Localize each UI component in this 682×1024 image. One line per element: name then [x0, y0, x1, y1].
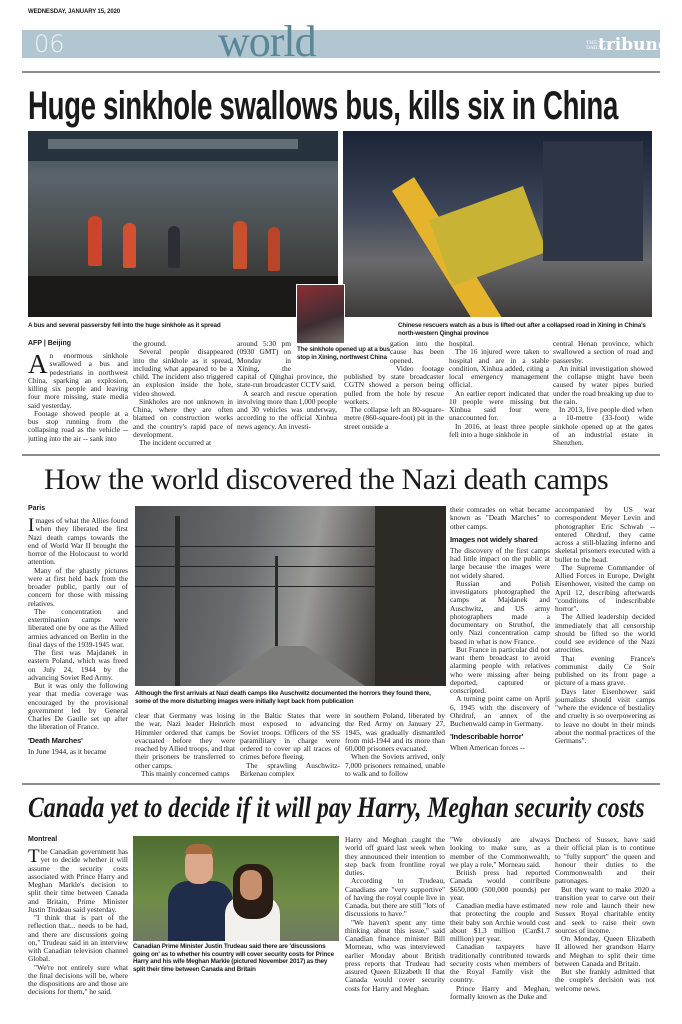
paragraph: in the Baltic States that were most exposed to advancing Soviet troops. Officers of the SS paramilitary in charge were ordered to cover up all traces of crimes before fleeing.: [240, 711, 340, 762]
paragraph: Days later Eisenhower said journalists should visit camps "where the evidence of bestiality and cruelty is so overpowering as to leave no doubt in their minds about the normal practices of the Germans".: [555, 686, 655, 745]
paragraph: An enormous sinkhole swallowed a bus and pedestrians in northwest China, sparking an explosion, killing six people and leaving four more missing, state media said yesterday.: [28, 349, 128, 410]
paragraph: The Canadian government has yet to decide whether it will assume the security costs associated with Prince Harry and Meghan Markle's decision to split their time between Canada and Britain, Prime Minister Justin Trudeau said yesterday.: [28, 846, 128, 914]
paragraph: "We haven't spent any time thinking about this issue," said Canadian finance minister Bill Morneau, who was interviewed earlier Monday about British press reports that Trudeau had assured Queen Elizabeth II that Canada would cover security costs for Harry and Meghan.: [345, 917, 445, 993]
article-column: [240, 712, 340, 778]
article-column: [450, 836, 550, 1001]
paragraph: "I think that is part of the reflection that... needs to be had, and there are discussions going on," Trudeau said in an interview with Canadian television channel Global.: [28, 913, 128, 964]
article-column: [450, 506, 550, 753]
paragraph: In 2016, at least three people fell into a huge sinkhole in: [449, 421, 549, 439]
paragraph: An initial investigation showed the collapse might have been caused by water pipes buried under the road breaking up due to the rain.: [553, 363, 653, 406]
paragraph: their comrades on what became known as "Death Marches" to other camps.: [450, 505, 550, 531]
photo-caption: The sinkhole opened up at a bus stop in Xining, northwest China: [297, 346, 390, 361]
article-column: [345, 712, 445, 778]
paragraph: This mainly concerned camps: [141, 768, 230, 778]
paragraph: An earlier report indicated that 10 people were missing but Xinhua said four were unaccounted for.: [449, 388, 549, 423]
paragraph: That evening France's communist daily Ce Soir published on its front page a picture of a mass grave.: [555, 653, 655, 688]
dateline: AFP | Beijing: [28, 340, 72, 347]
newspaper-logo: [586, 37, 669, 54]
paragraph: Harry and Meghan caught the world off guard last week when they announced their intention to step back from frontline royal duties.: [345, 835, 445, 877]
photo-caption: Canadian Prime Minister Justin Trudeau said there are 'discussions going on' as to whether his country will cover security costs for Prince Harry and his wife Meghan Markle (pictured November 2017) as they split their time between Canada and Britain: [133, 943, 334, 973]
paragraph: Canadian taxpayers have traditionally contributed towards security costs when members of the Royal Family visit the country.: [450, 942, 550, 985]
photo-auschwitz-fence: [135, 506, 446, 686]
article-column: [344, 340, 444, 431]
article-column: [237, 340, 337, 431]
divider: [22, 783, 660, 785]
paragraph: The collapse left an 80-square-metre (860-square-foot) pit in the street outside a: [344, 405, 444, 431]
paragraph: Duchess of Sussex, have said their official plan is to continue to "fully support" the queen and honour their duties to the Commonwealth and their patronages.: [555, 835, 655, 886]
paragraph: When the Soviets arrived, only 7,000 prisoners remained, unable to walk and to follow: [345, 752, 445, 778]
paragraph: In June 1944, as it became: [28, 746, 107, 756]
article-column: [553, 340, 653, 447]
photo-sinkhole-inset: [296, 284, 345, 344]
article-column: [135, 712, 235, 778]
paragraph: Video footage published by state broadcaster CGTN showed a person being pulled from the hole by rescue workers.: [344, 363, 444, 406]
paragraph: Images of what the Allies found when they liberated the first Nazi death camps towards the end of World War II brought the horror of the Holocaust to world attention.: [28, 515, 128, 567]
paragraph: But France in particular did not want them broadcast to avoid alarming people with relatives who were missing after being deported, captured or conscripted.: [450, 644, 550, 695]
paragraph: clear that Germany was losing the war, Nazi leader Heinrich Himmler ordered that camps be evacuated before they were reached by Allied troops, and that their prisoners be transferred to other camps.: [135, 711, 235, 770]
dateline: Montreal: [28, 836, 58, 843]
paragraph: Many of the ghastly pictures were at first held back from the broader public, partly out of concern for those with missing relatives.: [28, 565, 128, 608]
photo-caption: Chinese rescuers watch as a bus is lifted out after a collapsed road in Xining in China's north-western Qinghai province: [398, 322, 646, 337]
issue-date: WEDNESDAY, JANUARY 15, 2020: [28, 9, 121, 15]
paragraph: A search and rescue operation involving more than 1,000 people and 30 vehicles was underway, according to the official Xinhua news agency. An investi-: [237, 388, 337, 431]
paragraph: Prince Harry and Meghan, formally known as the Duke and: [450, 983, 550, 1001]
paragraph: In 2013, five people died when a 10-metre (33-foot) wide sinkhole opened up at the gates of an industrial estate in Shenzhen.: [553, 405, 653, 447]
paragraph: The Supreme Commander of Allied Forces in Europe, Dwight Eisenhower, visited the camp on April 12, describing afterwards "conditions of indescribable horror".: [555, 562, 655, 613]
paragraph: On Monday, Queen Elizabeth II allowed her grandson Harry and Meghan to split their time between Canada and Britain.: [555, 934, 655, 968]
article-column: [449, 340, 549, 439]
paragraph: But she frankly admitted that the couple's decision was not welcome news.: [555, 967, 655, 993]
paragraph: The Allied leadership decided immediately that all censorship should be lifted so the world could see evidence of the Nazi atrocities.: [555, 612, 655, 655]
divider: [22, 71, 660, 73]
paragraph: Russian and Polish investigators photographed the camps at Majdanek and Auschwitz, and US army photographers made a documentary on Struthof, the only Nazi concentration camp based in what is now France.: [450, 578, 550, 646]
photo-harry-meghan: [133, 836, 339, 941]
paragraph: But they want to make 2020 a transition year to carve out their new role and launch their new Sussex Royal charitable entity and seek to raise their own sources of income.: [555, 884, 655, 935]
paragraph: The incident occurred at: [139, 438, 212, 447]
paragraph: The concentration and extermination camps were liberated one by one as the Allied armies advanced on Berlin in the final days of the 1939-1945 war.: [28, 606, 128, 649]
dateline: Paris: [28, 505, 46, 512]
paragraph: The first was Majdanek in eastern Poland, which was freed on July 24, 1944 by the advancing Soviet Red Army.: [28, 648, 128, 682]
paragraph: the ground.: [133, 339, 167, 348]
subheading: 'Indescribable horror': [450, 732, 524, 742]
article-column: [28, 340, 128, 443]
paragraph: The discovery of the first camps had little impact on the public at large because the images were not widely shared.: [450, 545, 550, 580]
article-column: [555, 836, 655, 993]
photo-sinkhole-rescuers: [28, 131, 338, 317]
divider: [22, 454, 660, 456]
headline-canada-security: Canada yet to decide if it will pay Harry, Meghan security costs: [28, 791, 645, 824]
page-number: 06: [34, 30, 65, 58]
paragraph: Canadian media have estimated that protecting the couple and their baby son Archie would cost about $1.3 million (Can$1.7 million) per year.: [450, 901, 550, 943]
paragraph: British press had reported Canada would contribute $650,000 (500,000 pounds) per year.: [450, 868, 550, 902]
subheading: 'Death Marches': [28, 735, 83, 745]
paragraph: "We obviously are always looking to make sure, as a member of the Commonwealth, we play a role," Morneau said.: [450, 835, 550, 869]
logo-text: tribune: [598, 35, 669, 55]
paragraph: around 5:30 pm (0930 GMT) on Monday in Xining, the capital of Qinghai province, the state-run broadcaster CCTV said.: [237, 339, 337, 390]
article-column: [28, 836, 128, 997]
article-column: [555, 506, 655, 745]
logo-small-text: THE DAILY: [586, 39, 602, 51]
paragraph: A turning point came on April 6, 1945 with the discovery of Ohrdruf, an annex of the Buchenwald camp in Germany.: [450, 694, 550, 728]
paragraph: gation into the cause has been opened.: [390, 339, 444, 365]
headline-sinkhole: Huge sinkhole swallows bus, kills six in China: [28, 84, 618, 128]
paragraph: Several people disappeared into the sinkhole as it spread, including what appeared to be a child. The incident also triggered an explosion inside the hole, video showed.: [133, 347, 233, 398]
article-column: [133, 340, 233, 447]
paragraph: in southern Poland, liberated by the Red Army on January 27, 1945, was gradually dismantled from mid-1944 and its more than 60,000 prisoners evacuated.: [345, 711, 445, 753]
article-column: [28, 505, 128, 756]
section-title: world: [218, 17, 316, 66]
paragraph: central Henan province, which swallowed a section of road and passersby.: [553, 339, 653, 365]
paragraph: When American forces --: [450, 743, 525, 753]
headline-nazi-camps: How the world discovered the Nazi death camps: [44, 463, 609, 496]
paragraph: hospital.: [449, 339, 475, 348]
paragraph: But it was only the following year that media coverage was encouraged by the provisional government led by General Charles De Gaulle set up after the liberation of France.: [28, 681, 128, 732]
paragraph: Sinkholes are not unknown in China, where they are often blamed on construction works and the country's rapid pace of development.: [133, 396, 233, 439]
paragraph: The 16 injured were taken to hospital and are in a stable condition, Xinhua added, citing a local emergency management official.: [449, 347, 549, 390]
paragraph: The sprawling Auschwitz-Birkenau complex: [240, 760, 340, 778]
paragraph: "We're not entirely sure what the final decisions will be, where the dispositions are and those are decisions for them," he said.: [28, 962, 128, 997]
photo-bus-lifted: [343, 131, 652, 317]
article-column: [345, 836, 445, 993]
paragraph: According to Trudeau, Canadians are "very supportive" of having the royal couple live in Canada, but there are still "lots of discussions to have.": [345, 876, 445, 919]
photo-caption: Although the first arrivals at Nazi death camps like Auschwitz documented the horrors they found there, some of the more disturbing images were initially kept back from publication: [135, 690, 431, 705]
photo-caption: A bus and several passersby fell into the huge sinkhole as it spread: [28, 322, 221, 329]
paragraph: Footage showed people at a bus stop running from the collapsing road as the vehicle -- jutting into the air -- sank into: [28, 408, 128, 443]
subheading: Images not widely shared: [450, 534, 538, 544]
paragraph: accompanied by US war correspondent Meyer Levin and photographer Eric Schwab -- entered Ohrdruf, they came across a still-blazing inferno and skeletal prisoners executed with a bullet to the head.: [555, 505, 655, 564]
section-band: [22, 30, 660, 58]
